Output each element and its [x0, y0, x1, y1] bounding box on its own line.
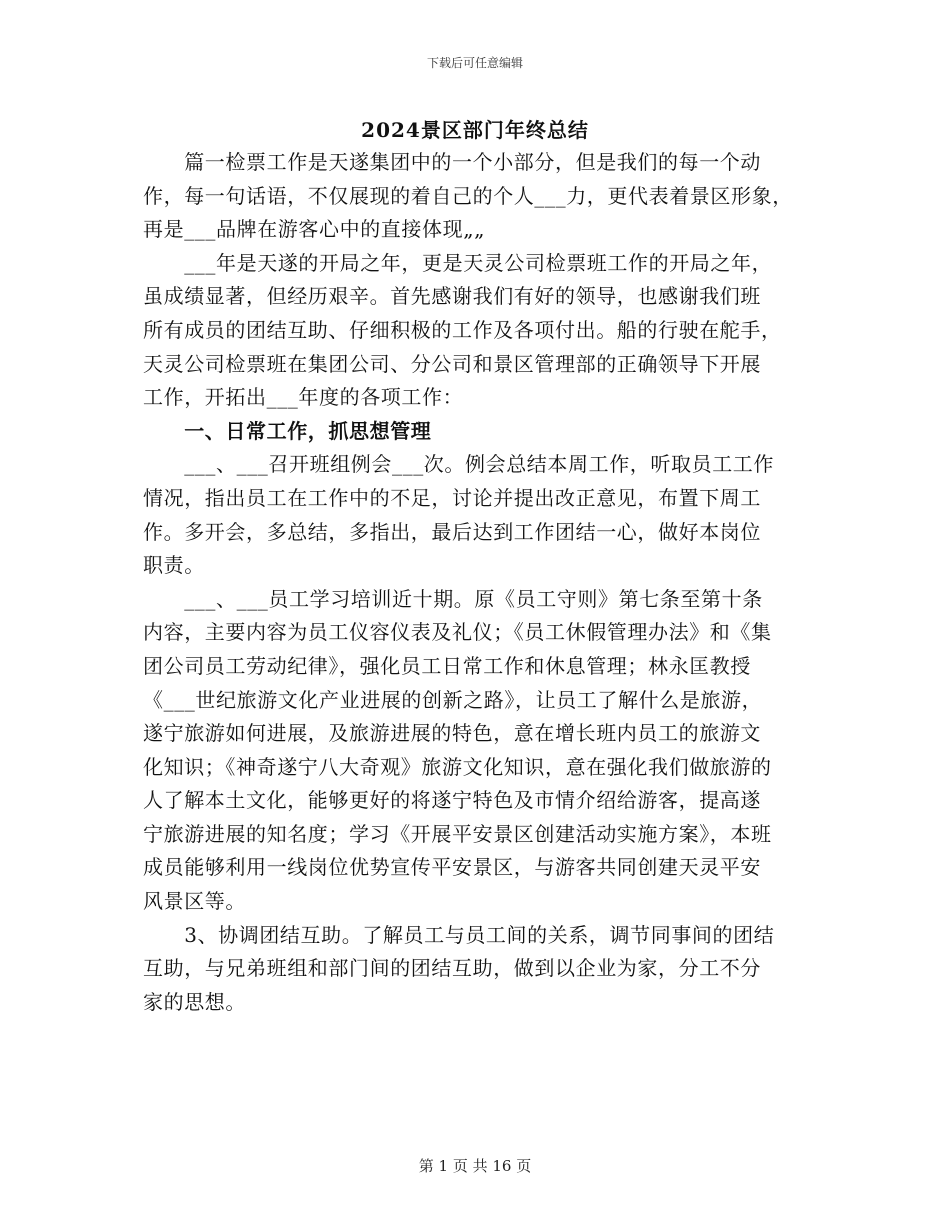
section-heading: 一、日常工作，抓思想管理: [143, 418, 432, 443]
body-line: 职责。: [143, 553, 205, 578]
body-line: 内容，主要内容为员工仪容仪表及礼仪；《员工休假管理办法》和《集: [143, 620, 772, 645]
body-line: 天灵公司检票班在集团公司、分公司和景区管理部的正确领导下开展: [143, 351, 761, 376]
body-line: 《___世纪旅游文化产业进展的创新之路》，让员工了解什么是旅游，: [143, 687, 763, 712]
body-line: 工作，开拓出___年度的各项工作：: [143, 385, 464, 410]
document-body: [143, 146, 813, 1019]
body-line: 虽成绩显著，但经历艰辛。首先感谢我们有好的领导，也感谢我们班: [143, 284, 761, 309]
body-line: 再是___品牌在游客心中的直接体现„„: [143, 217, 486, 242]
body-line: 作，每一句话语，不仅展现的着自己的个人___力，更代表着景区形象，: [143, 183, 793, 208]
body-line: 所有成员的团结互助、仔细积极的工作及各项付出。船的行驶在舵手，: [143, 317, 782, 342]
body-line: ___、___员工学习培训近十期。原《员工守则》第七条至第十条: [143, 586, 763, 611]
body-line: 风景区等。: [143, 889, 246, 914]
body-line: 遂宁旅游如何进展，及旅游进展的特色，意在增长班内员工的旅游文: [143, 721, 761, 746]
body-line: 互助，与兄弟班组和部门间的团结互助，做到以企业为家，分工不分: [143, 956, 761, 981]
body-line: 家的思想。: [143, 989, 246, 1014]
body-line: 化知识；《神奇遂宁八大奇观》旅游文化知识，意在强化我们做旅游的: [143, 754, 772, 779]
header-note: 下载后可任意编辑: [426, 56, 523, 70]
body-line: 作。多开会，多总结，多指出，最后达到工作团结一心，做好本岗位: [143, 519, 761, 544]
body-line: 成员能够利用一线岗位优势宣传平安景区，与游客共同创建天灵平安: [143, 855, 761, 880]
body-line: 宁旅游进展的知名度；学习《开展平安景区创建活动实施方案》，本班: [143, 821, 772, 846]
body-line: 人了解本土文化，能够更好的将遂宁特色及市情介绍给游客，提高遂: [143, 788, 761, 813]
body-line: 情况，指出员工在工作中的不足，讨论并提出改正意见，布置下周工: [143, 485, 761, 510]
body-line: 3、协调团结互助。了解员工与员工间的关系，调节同事间的团结: [143, 922, 775, 947]
body-line: ___、___召开班组例会___次。例会总结本周工作，听取员工工作: [143, 452, 774, 477]
body-line: ___年是天遂的开局之年，更是天灵公司检票班工作的开局之年，: [143, 250, 773, 275]
body-line: 团公司员工劳动纪律》，强化员工日常工作和休息管理；林永匡教授: [143, 653, 751, 678]
page-number: 第 1 页 共 16 页: [418, 1157, 532, 1175]
body-line: 篇一检票工作是天遂集团中的一个小部分，但是我们的每一个动: [143, 150, 761, 174]
document-title: 2024景区部门年终总结: [361, 118, 589, 142]
